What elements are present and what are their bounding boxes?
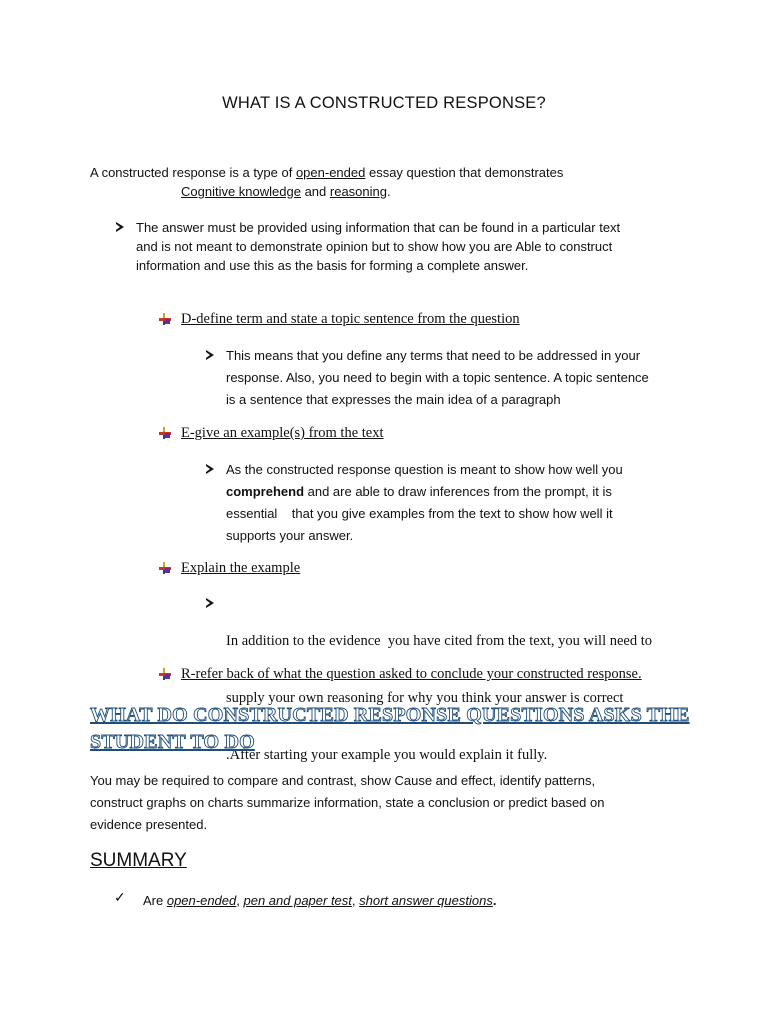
main-bullet-line: The answer must be provided using information that can be found in a particular text xyxy=(136,220,621,235)
pen-paper-term: pen and paper test xyxy=(243,893,352,908)
step-e-line-rest: and are able to draw inferences from the prompt, it is xyxy=(304,484,612,499)
summary-sep: , xyxy=(236,893,244,908)
step-r-heading: R-refer back of what the question asked to conclude your constructed response. xyxy=(181,666,642,682)
step-explain-line: .After starting your example you would explain it fully. xyxy=(226,747,548,763)
main-bullet-line: and is not meant to demonstrate opinion but to show how you are Able to construct xyxy=(136,239,613,254)
arrow-bullet-icon xyxy=(116,222,124,232)
summary-text: Are xyxy=(143,893,167,908)
step-e-line: As the constructed response question is meant to show how well you xyxy=(226,462,623,477)
cognitive-knowledge-term: Cognitive knowledge xyxy=(181,184,301,199)
arrow-bullet-icon xyxy=(206,350,214,360)
section-2-paragraph xyxy=(90,770,604,836)
step-explain-line: supply your own reasoning for why you think your answer is correct xyxy=(226,690,624,706)
step-e-line: supports your answer. xyxy=(226,528,354,543)
comprehend-term: comprehend xyxy=(226,484,305,499)
intro-line-1 xyxy=(90,163,563,182)
flag-bullet-icon xyxy=(158,667,172,681)
check-icon: ✓ xyxy=(114,889,126,905)
summary-period: . xyxy=(492,893,497,908)
step-e-line: essential that you give examples from the text to show how well it xyxy=(226,506,613,521)
intro-line-2 xyxy=(181,182,391,201)
step-e-line xyxy=(226,481,623,503)
step-d-text xyxy=(226,345,649,411)
step-e-text xyxy=(226,459,623,547)
flag-bullet-icon xyxy=(158,312,172,326)
summary-sep: , xyxy=(351,893,360,908)
step-e-heading: E-give an example(s) from the text xyxy=(181,425,384,441)
short-answer-term: short answer questions xyxy=(359,893,493,908)
intro-text: and xyxy=(300,184,330,199)
section-heading-line-2: STUDENT TO DO xyxy=(90,731,255,753)
step-d-heading: D-define term and state a topic sentence from the question xyxy=(181,311,520,327)
section-2-line: You may be required to compare and contrast, show Cause and effect, identify patterns, xyxy=(90,773,596,788)
step-explain-heading: Explain the example xyxy=(181,560,301,576)
step-d-line: response. Also, you need to begin with a topic sentence. A topic sentence xyxy=(226,370,649,385)
open-ended-term: open-ended xyxy=(166,893,237,908)
page-title: WHAT IS A CONSTRUCTED RESPONSE? xyxy=(222,94,546,112)
summary-heading: SUMMARY xyxy=(90,850,187,871)
intro-text: A constructed response is a type of xyxy=(90,165,296,180)
reasoning-term: reasoning xyxy=(329,184,387,199)
main-bullet-text xyxy=(136,218,736,275)
section-2-line: evidence presented. xyxy=(90,817,208,832)
summary-item xyxy=(143,891,496,910)
flag-bullet-icon xyxy=(158,426,172,440)
arrow-bullet-icon xyxy=(206,598,214,608)
section-heading-line-1: WHAT DO CONSTRUCTED RESPONSE QUESTIONS ASKS THE xyxy=(90,704,690,726)
arrow-bullet-icon xyxy=(206,464,214,474)
open-ended-term: open-ended xyxy=(295,165,366,180)
section-2-line: construct graphs on charts summarize information, state a conclusion or predict based on xyxy=(90,795,605,810)
intro-text: essay question that demonstrates xyxy=(365,165,564,180)
intro-text: . xyxy=(387,184,391,199)
step-d-line: is a sentence that expresses the main idea of a paragraph xyxy=(226,392,561,407)
step-explain-line: In addition to the evidence you have cited from the text, you will need to xyxy=(226,633,653,649)
main-bullet-line: information and use this as the basis for forming a complete answer. xyxy=(136,258,529,273)
flag-bullet-icon xyxy=(158,561,172,575)
step-d-line: This means that you define any terms that need to be addressed in your xyxy=(226,348,641,363)
